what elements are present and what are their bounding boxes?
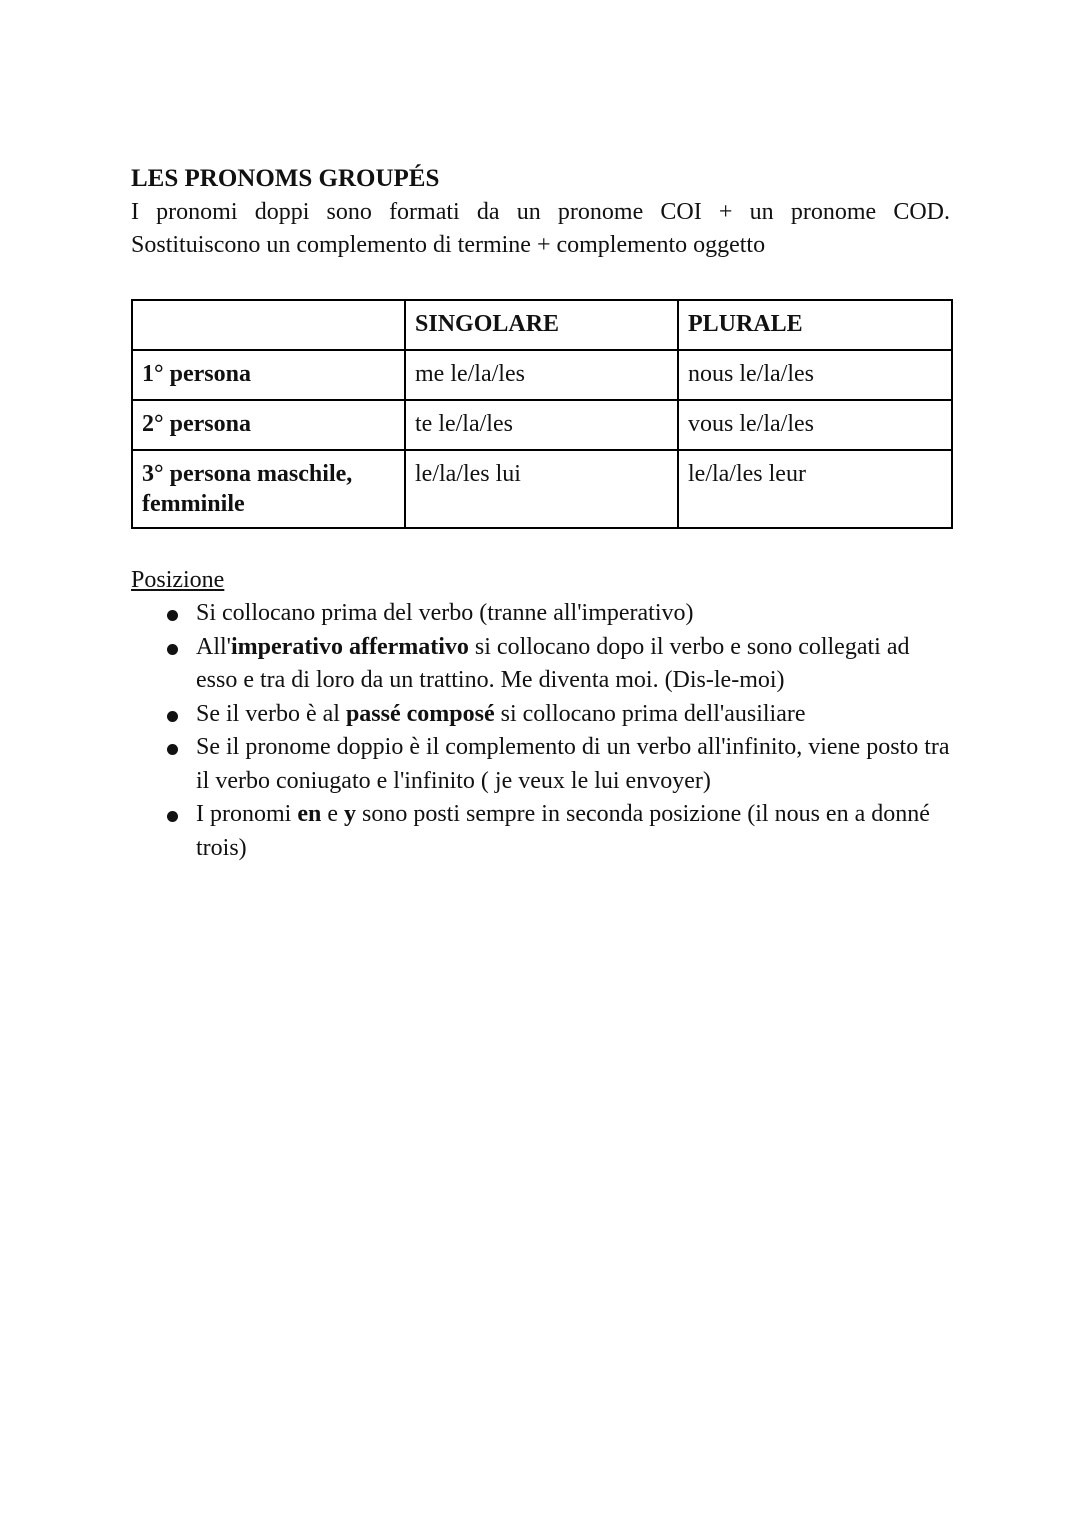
bullet-icon xyxy=(167,811,178,822)
item-text: si collocano prima dell'ausiliare xyxy=(494,700,806,727)
list-item xyxy=(131,631,950,698)
table-header-cell: SINGOLARE xyxy=(405,300,678,350)
table-row xyxy=(132,400,952,450)
item-text: si collocano dopo il verbo e sono collegati ad esso e tra di loro da un trattino. Me diventa moi. (Dis-le-moi) xyxy=(196,633,910,693)
bullet-icon xyxy=(167,711,178,722)
item-bold-text: en xyxy=(297,801,322,827)
item-text: Se il pronome doppio è il complemento di un verbo all'infinito, viene posto tra il verbo coniugato e l'infinito ( je veux le lui envoyer) xyxy=(196,734,950,794)
list-item xyxy=(131,698,950,732)
table-cell: vous le/la/les xyxy=(678,400,952,450)
row-label: 3° persona maschile, femminile xyxy=(132,450,405,528)
list-item xyxy=(131,597,950,631)
item-text: e xyxy=(321,801,344,827)
item-text: All' xyxy=(196,633,231,660)
item-bold-text: y xyxy=(343,801,356,827)
item-text: Se il verbo è al xyxy=(196,700,346,727)
position-rules-list xyxy=(131,597,950,865)
item-bold-text: passé composé xyxy=(345,700,495,727)
table-cell: nous le/la/les xyxy=(678,350,952,400)
item-text: sono posti sempre in seconda posizione (il nous en a donné trois) xyxy=(196,801,930,861)
bullet-icon xyxy=(167,644,178,655)
table-cell: me le/la/les xyxy=(405,350,678,400)
table-cell: te le/la/les xyxy=(405,400,678,450)
row-label: 1° persona xyxy=(132,350,405,400)
table-row xyxy=(132,450,952,528)
bullet-icon xyxy=(167,744,178,755)
table-cell: le/la/les leur xyxy=(678,450,952,528)
table-header-cell: PLURALE xyxy=(678,300,952,350)
item-bold-text: imperativo affermativo xyxy=(231,633,469,660)
table-header-row xyxy=(132,300,952,350)
pronouns-table xyxy=(131,299,953,529)
row-label: 2° persona xyxy=(132,400,405,450)
list-item xyxy=(131,798,950,865)
table-cell: le/la/les lui xyxy=(405,450,678,528)
list-item xyxy=(131,731,950,798)
table-row xyxy=(132,350,952,400)
bullet-icon xyxy=(167,610,178,621)
document-page xyxy=(131,162,950,865)
table-header-cell xyxy=(132,300,405,350)
section-heading-posizione: Posizione xyxy=(131,567,225,593)
page-title: LES PRONOMS GROUPÉS xyxy=(131,165,440,192)
item-text: I pronomi xyxy=(196,801,298,827)
item-text: Si collocano prima del verbo (tranne all'imperativo) xyxy=(196,600,694,626)
intro-paragraph: I pronomi doppi sono formati da un pronome COI + un pronome COD. Sostituiscono un complemento di termine + complemento oggetto xyxy=(131,199,950,258)
